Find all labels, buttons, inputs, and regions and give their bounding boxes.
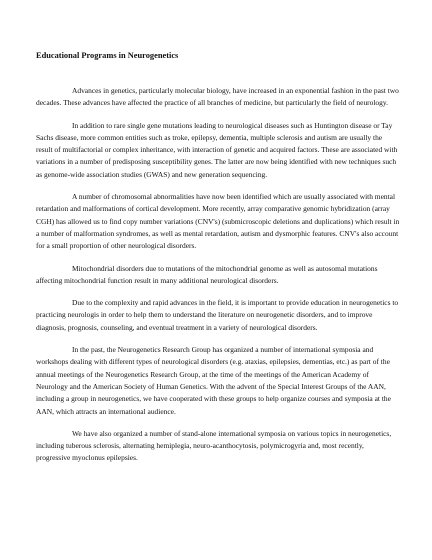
paragraph-mitochondrial: Mitochondrial disorders due to mutations of the mitochondrial genome as well as autosomal mutations affecting mitochondrial function result in many additional neurological disorders. — [36, 263, 378, 285]
document-title: Educational Programs in Neurogenetics — [36, 51, 179, 60]
paragraph-single-gene: In addition to rare single gene mutations leading to neurological diseases such as Huntington disease or Tay Sachs disease, more common entities such as troke, epilepsy, dementia, multiple sclerosis and autism are usually the result of multifactorial or complex inheritance, with interaction of genetic and acquired factors. These are associated with variations in a number of predisposing susceptibility genes. The latter are now being identified with new techniques such as genome-wide association studies (GWAS) and new generation sequencing. — [36, 120, 398, 179]
document-body — [36, 50, 400, 475]
paragraph-education: Due to the complexity and rapid advances in the field, it is important to provide education in neurogenetics to practicing neurologis in order to help them to understand the literature on neurogenetic disorders, and to improve diagnosis, prognosis, counseling, and eventual treatment in a variety of neurological disorders. — [36, 298, 399, 332]
paragraph-symposia: We have also organized a number of stand-alone international symposia on various topics in neurogenetics, including tuberous sclerosis, alternating hemiplegia, neuro-acanthocytosis, polymicrogyria and, most recently, progressive myoclonus epilepsies. — [36, 428, 392, 463]
paragraph-research-group: In the past, the Neurogenetics Research Group has organized a number of international symposia and workshops dealing with different types of neurological disorders (e.g. ataxias, epilepsies, dementias, etc.) as part of the annual meetings of the Neurogenetics Research Group, at the time of the meetings of the American Academy of Neurology and the American Society of Human Genetics. With the advent of the Special Interest Groups of the AAN, including a group in neurogenetics, we have cooperated with these groups to help organize courses and symposia at the AAN, which attracts an international audience. — [36, 345, 391, 416]
paragraph-chromosomal: A number of chromosomal abnormalities have now been identified which are usually associated with mental retardation and malformations of cortical development. More recently, array comparative genomic hybridization (array CGH) has allowed us to find copy number variations (CNV's) (submicroscopic deletions and duplications) which result in a number of malformation syndromes, as well as mental retardation, autism and dysmorphic features. CNV's also account for a small proportion of other neurological disorders. — [36, 192, 400, 251]
paragraph-advances: Advances in genetics, particularly molecular biology, have increased in an exponential fashion in the past two decades. These advances have affected the practice of all branches of medicine, but particularly the field of neurology. — [36, 86, 399, 108]
